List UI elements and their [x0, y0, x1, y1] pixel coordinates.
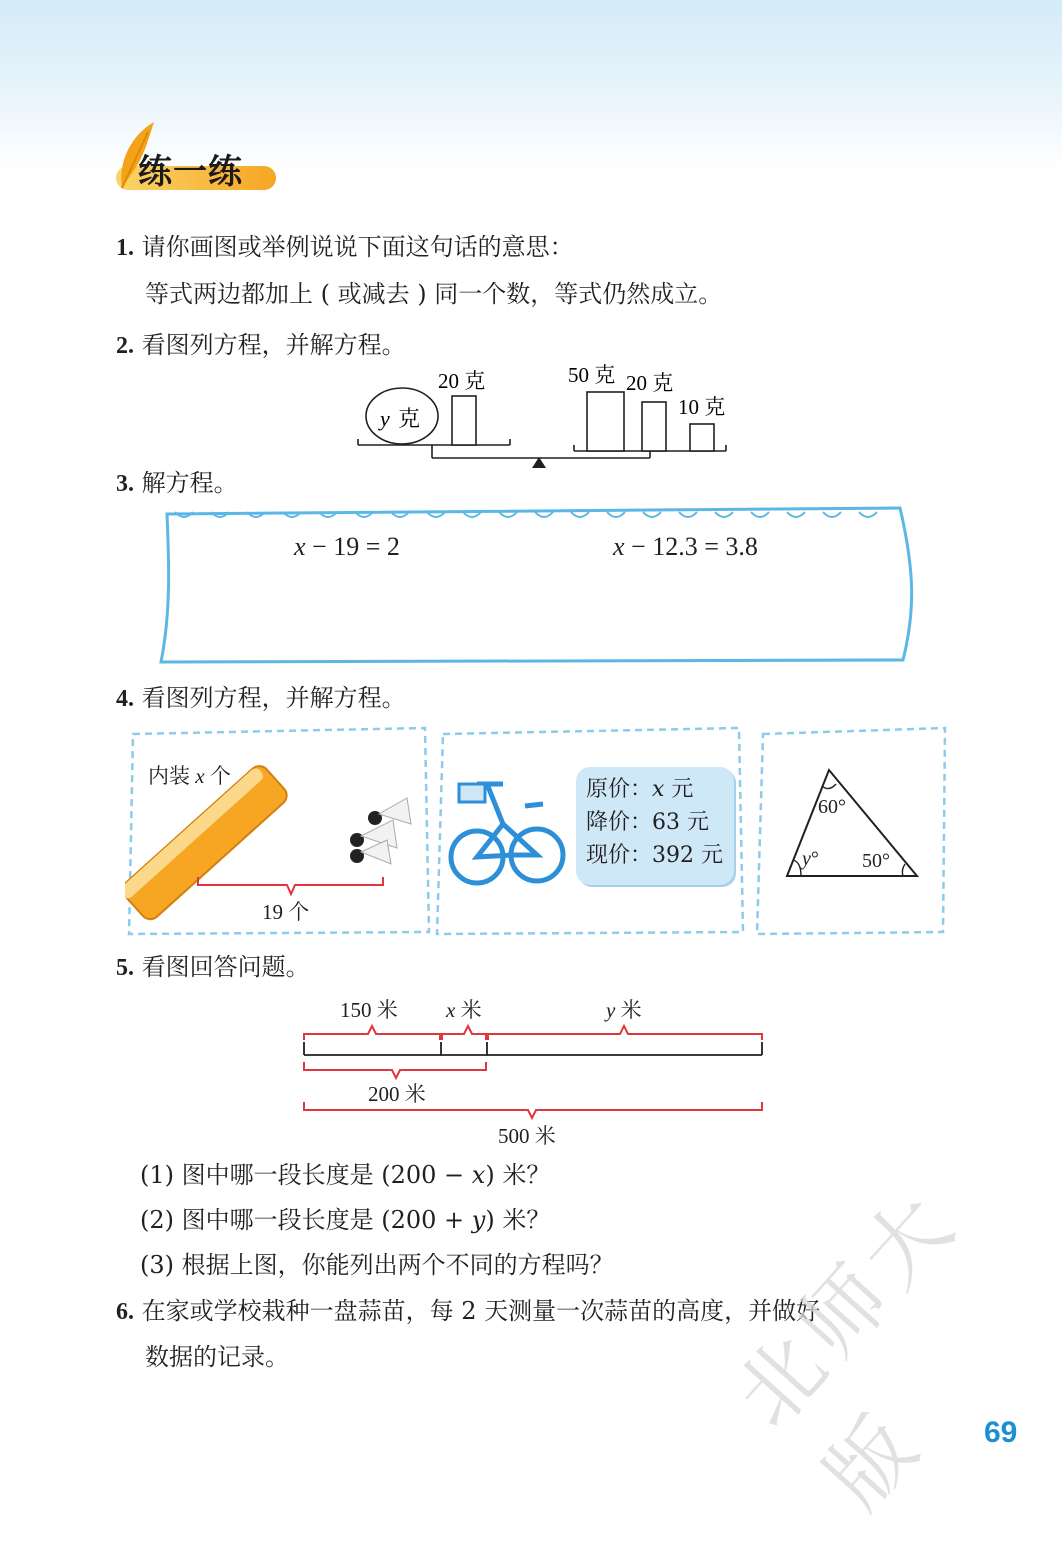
segment-label-150: 150 米	[340, 998, 398, 1022]
price-current: 现价：392 元	[586, 843, 723, 868]
segment-label-200: 200 米	[368, 1082, 426, 1106]
angle-top: 60°	[818, 796, 846, 818]
section-title-text: 练一练	[138, 152, 243, 192]
equation-notepad	[155, 502, 915, 670]
ball-variable: y	[380, 406, 390, 431]
question-5-sub-2: (2) 图中哪一段长度是 (200 + y) 米？	[140, 1206, 551, 1234]
question-2: 2. 看图列方程，并解方程。	[116, 331, 406, 359]
question-5-sub-3: (3) 根据上图，你能列出两个不同的方程吗？	[140, 1251, 614, 1279]
question-1: 1. 请你画图或举例说说下面这句话的意思：	[116, 233, 574, 261]
picture-cards	[125, 722, 951, 940]
publisher-watermark: 北师大版	[716, 1170, 978, 1527]
question-4: 4. 看图列方程，并解方程。	[116, 684, 406, 712]
question-6-line2: 数据的记录。	[145, 1343, 289, 1371]
ball-unit: 克	[398, 406, 421, 431]
card-triangle	[757, 728, 945, 934]
price-card	[576, 767, 734, 885]
tube-label: 内装 x 个	[148, 764, 231, 788]
weight-right-2-label: 20 克	[626, 371, 674, 395]
question-1-line2: 等式两边都加上 ( 或减去 ) 同一个数，等式仍然成立。	[145, 280, 723, 308]
weight-right-1	[587, 392, 624, 451]
angle-left: y°	[802, 848, 819, 870]
weight-left-label: 20 克	[438, 369, 486, 393]
question-5: 5. 看图回答问题。	[116, 953, 310, 981]
segment-label-y: y 米	[606, 998, 642, 1022]
tube-bracket-label: 19 个	[262, 900, 310, 924]
page-number: 69	[984, 1416, 1018, 1449]
equation-1: x − 19 = 2	[294, 532, 400, 561]
question-6: 6. 在家或学校栽种一盘蒜苗，每 2 天测量一次蒜苗的高度，并做好	[116, 1297, 821, 1325]
question-5-sub-1: (1) 图中哪一段长度是 (200 − x) 米？	[140, 1161, 551, 1189]
equation-2: x − 12.3 = 3.8	[613, 532, 758, 561]
weight-right-2	[642, 402, 666, 451]
segment-label-x: x 米	[446, 998, 482, 1022]
question-3: 3. 解方程。	[116, 469, 238, 497]
weight-right-3	[690, 424, 714, 451]
segment-label-500: 500 米	[498, 1124, 556, 1148]
weight-right-1-label: 50 克	[568, 363, 616, 387]
angle-right: 50°	[862, 850, 890, 872]
balance-scale-diagram	[350, 362, 750, 472]
price-original: 原价：x 元	[586, 777, 694, 802]
weight-left	[452, 396, 476, 445]
price-discount: 降价：63 元	[586, 810, 709, 835]
section-title	[108, 118, 278, 198]
weight-right-3-label: 10 克	[678, 395, 726, 419]
